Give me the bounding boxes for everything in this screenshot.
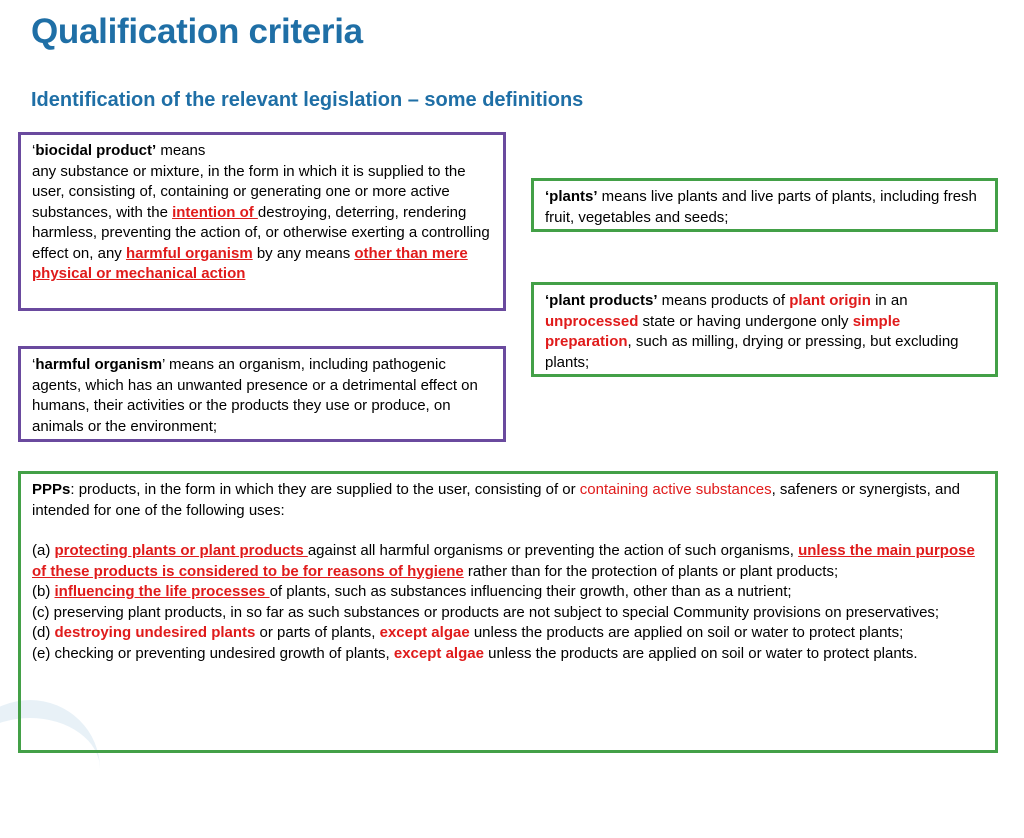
ppps-intro — [32, 480, 985, 521]
highlight-protecting-plants: protecting plants or plant products — [54, 542, 308, 559]
ppps-use-e — [32, 644, 985, 665]
highlight-unprocessed: unprocessed — [545, 312, 639, 330]
highlight-active-substances: containing active substances — [579, 481, 772, 498]
term-ppps: PPPs — [32, 481, 71, 498]
ppps-use-b — [32, 582, 985, 603]
definition-text-2: destroying, deterring, rendering harmless, preventing the action of, or otherwise exerting a controlling effect on, any — [32, 203, 490, 262]
highlight-hygiene-exception: unless the main purpose of these products is considered to be for reasons of hygiene — [32, 542, 975, 580]
ppps-use-a — [32, 541, 985, 582]
use-d-prefix: (d) — [32, 624, 55, 641]
definition-text: ’ means an organism, including pathogenic agents, which has an unwanted presence or a detrimental effect on humans, their activities or the products they use or produce, on animals or the environment; — [32, 356, 478, 435]
highlight-life-processes: influencing the life processes — [54, 583, 270, 600]
use-b-text: of plants, such as substances influencing their growth, other than as a nutrient; — [269, 583, 792, 600]
definition-text-3: by any means — [252, 244, 355, 262]
highlight-destroying-plants: destroying undesired plants — [54, 624, 256, 641]
definition-text-3: state or having undergone only — [638, 312, 853, 330]
definition-text-1: any substance or mixture, in the form in which it is supplied to the user, consisting of, containing or generating one or more active substances, with the — [32, 162, 466, 221]
definition-text: means live plants and live parts of plants, including fresh fruit, vegetables and seeds; — [545, 188, 977, 226]
plants-definition-box — [531, 178, 998, 232]
use-e-text-1: (e) checking or preventing undesired growth of plants, — [32, 644, 394, 662]
term-harmful-organism: harmful organism — [35, 356, 163, 373]
use-a-text-2: rather than for the protection of plants or plant products; — [463, 562, 839, 580]
highlight-intention: intention of — [172, 203, 258, 221]
page-subtitle: Identification of the relevant legislation – some definitions — [31, 89, 584, 111]
intro-text-2: , safeners or synergists, and intended for one of the following uses: — [32, 481, 961, 519]
highlight-physical-action: other than mere physical or mechanical action — [32, 244, 468, 282]
term-plants: ‘plants’ — [545, 188, 598, 205]
use-c-text: (c) preserving plant products, in so far as such substances or products are not subject to special Community provisions on preservatives; — [32, 603, 940, 621]
use-d-text-2: unless the products are applied on soil or water to protect plants; — [469, 624, 904, 641]
term-plant-products: ‘plant products’ — [545, 292, 658, 309]
highlight-plant-origin: plant origin — [789, 292, 871, 309]
definition-text-1: means products of — [657, 292, 790, 309]
ppps-use-d — [32, 623, 985, 644]
intro-text-1: : products, in the form in which they are supplied to the user, consisting of or — [70, 481, 580, 498]
plant-products-definition-box — [531, 282, 998, 377]
biocidal-product-definition-box — [18, 132, 506, 311]
ppps-use-c — [32, 603, 985, 624]
highlight-except-algae: except algae — [379, 624, 470, 641]
use-e-text-2: unless the products are applied on soil or water to protect plants. — [483, 644, 918, 662]
use-a-prefix: (a) — [32, 542, 55, 559]
term-biocidal-product: biocidal product’ — [35, 142, 157, 159]
highlight-simple-preparation: simple preparation — [545, 312, 901, 350]
definition-text-4: , such as milling, drying or pressing, but excluding plants; — [545, 333, 959, 371]
ppps-definition-box — [18, 471, 998, 753]
highlight-except-algae: except algae — [393, 644, 484, 662]
definition-text-2: in an — [870, 292, 908, 309]
quote-mark: ‘ — [32, 356, 36, 373]
page-title: Qualification criteria — [31, 12, 363, 51]
use-d-text-1: or parts of plants, — [255, 624, 380, 641]
harmful-organism-definition-box — [18, 346, 506, 442]
highlight-harmful-organism: harmful organism — [125, 244, 253, 262]
means-text: means — [156, 142, 206, 159]
use-a-text-1: against all harmful organisms or preventing the action of such organisms, — [307, 542, 799, 559]
quote-mark: ‘ — [32, 142, 36, 159]
use-b-prefix: (b) — [32, 583, 55, 600]
spacer — [32, 521, 985, 541]
